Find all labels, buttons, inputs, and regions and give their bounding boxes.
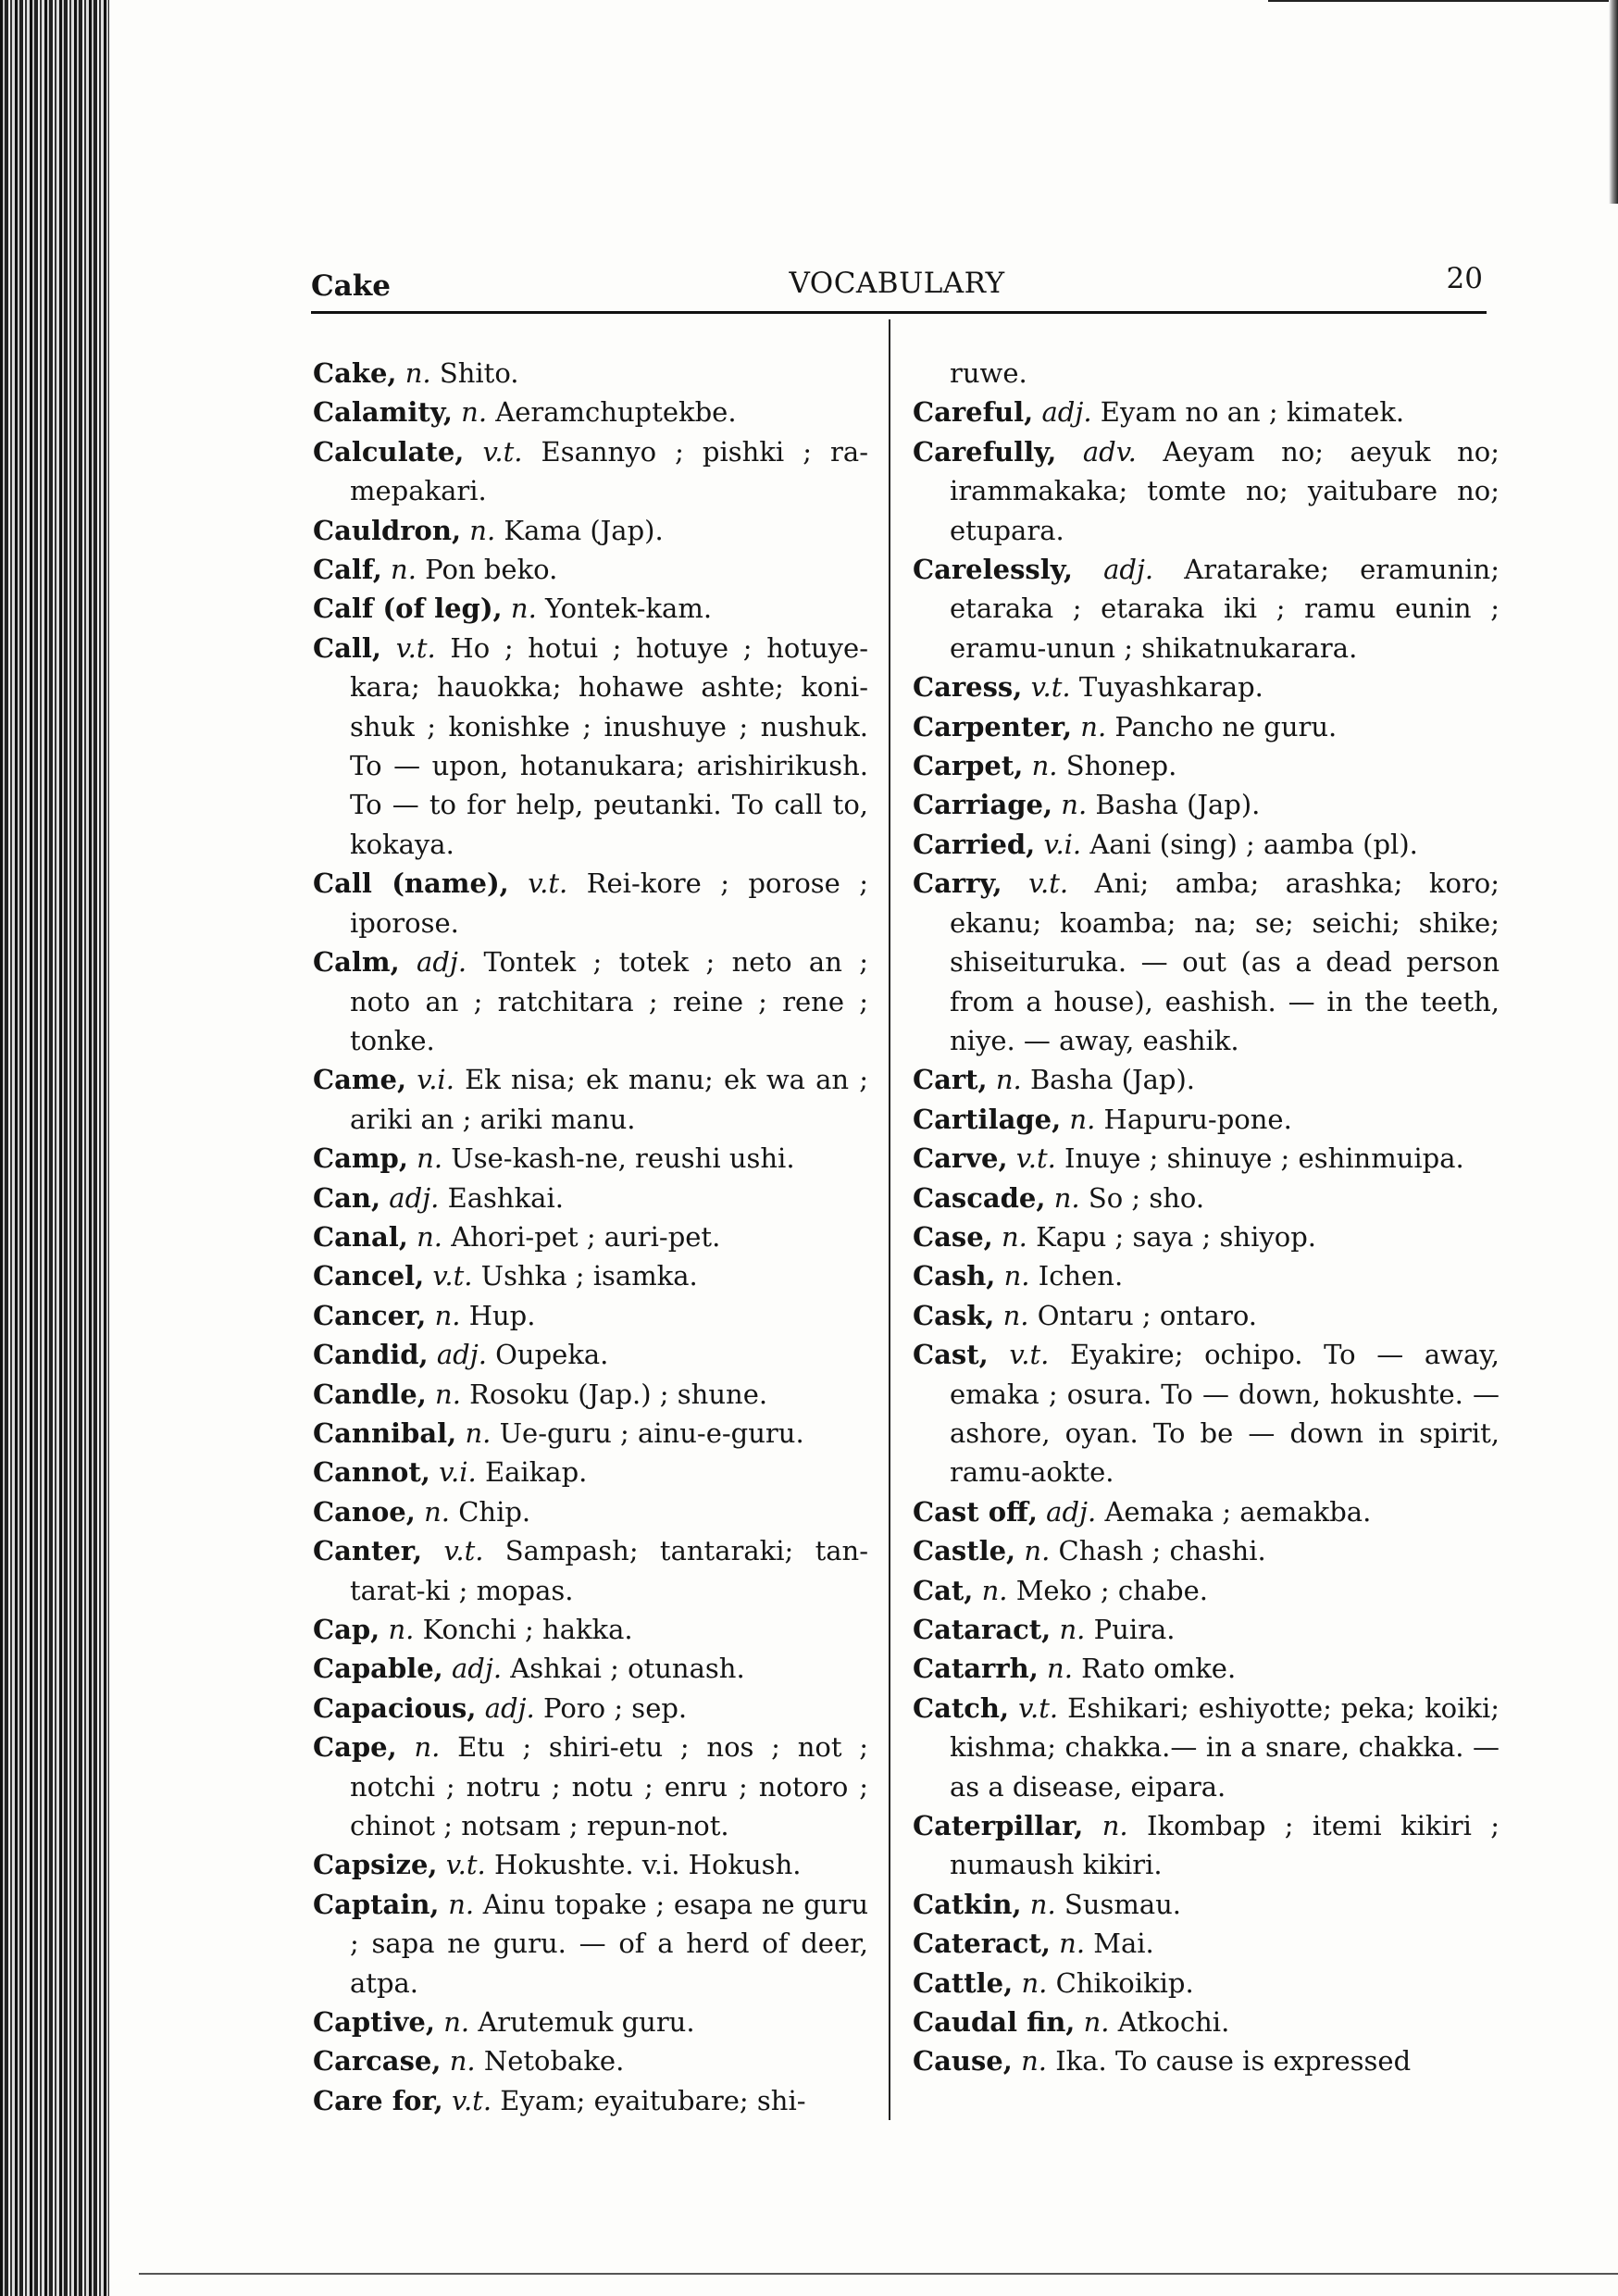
dictionary-entry: [913, 1610, 1500, 1649]
running-title: VOCABULARY: [789, 267, 1005, 300]
dictionary-entry: [913, 1060, 1500, 1099]
entry-part-of-speech: n.: [1029, 1888, 1056, 1920]
entry-headword: Case,: [913, 1220, 993, 1253]
dictionary-entry: [313, 1492, 868, 1531]
entry-headword: Cauldron,: [313, 514, 462, 546]
entry-part-of-speech: n.: [465, 1416, 492, 1449]
entry-part-of-speech: n.: [424, 1495, 450, 1528]
dictionary-entry: [313, 1610, 868, 1649]
entry-headword: Cancel,: [313, 1260, 425, 1292]
entry-headword: Carpet,: [913, 750, 1024, 782]
entry-definition: Pancho ne guru.: [1114, 710, 1338, 742]
entry-headword: Carve,: [913, 1142, 1008, 1175]
entry-definition: Konchi ; hakka.: [422, 1614, 633, 1645]
entry-headword: Cascade,: [913, 1181, 1046, 1214]
dictionary-entry: [313, 2003, 868, 2041]
entry-definition: Sampash; tantaraki; tantarat-ki ; mopas.: [350, 1535, 869, 1606]
dictionary-entry: [313, 354, 868, 393]
dictionary-entry: [313, 393, 868, 431]
entry-definition: Rosoku (Jap.) ; shune.: [469, 1378, 768, 1410]
entry-headword: Calm,: [313, 946, 400, 979]
entry-part-of-speech: adj.: [389, 1181, 440, 1214]
entry-part-of-speech: n.: [417, 1220, 442, 1253]
entry-part-of-speech: n.: [417, 1142, 443, 1175]
entry-part-of-speech: adj.: [1046, 1495, 1097, 1528]
entry-definition: Hokushte. v.i. Hokush.: [494, 1849, 802, 1881]
entry-headword: Care for,: [313, 2084, 443, 2116]
entry-part-of-speech: n.: [1059, 1928, 1086, 1960]
entry-definition: Ika. To cause is expressed: [1055, 2045, 1412, 2078]
entry-definition: Susmau.: [1064, 1888, 1182, 1920]
entry-definition: Aeyam no; aeyuk no; irammakaka; tomte no; yaitubare no; etupara.: [950, 435, 1500, 546]
dictionary-entry: [313, 1531, 868, 1610]
dictionary-entry: [913, 1179, 1500, 1217]
entry-part-of-speech: v.t.: [482, 435, 523, 468]
entry-definition: Poro ; sep.: [542, 1691, 688, 1724]
entry-part-of-speech: v.i.: [417, 1064, 454, 1096]
entry-headword: Cause,: [913, 2045, 1013, 2078]
entry-part-of-speech: n.: [1101, 1810, 1128, 1842]
entry-definition: Shonep.: [1065, 750, 1177, 782]
entry-definition: Etu ; shiri-etu ; nos ; not ; notchi ; notru ; notu ; enru ; notoro ; chinot ; notsam ; repun-not.: [350, 1731, 869, 1842]
entry-headword: Cash,: [913, 1260, 996, 1292]
dictionary-entry: [313, 2041, 868, 2080]
entry-headword: Calf (of leg),: [313, 593, 503, 625]
entry-definition: Use-kash-ne, reushi ushi.: [451, 1142, 795, 1175]
entry-part-of-speech: v.t.: [1018, 1691, 1059, 1724]
entry-part-of-speech: n.: [461, 396, 488, 429]
entry-headword: Cat,: [913, 1574, 974, 1606]
entry-headword: Cast,: [913, 1339, 989, 1371]
entry-definition: Chash ; chashi.: [1058, 1535, 1266, 1567]
dictionary-entry: [913, 1689, 1500, 1806]
dictionary-entry: [913, 1256, 1500, 1295]
entry-definition: Hup.: [468, 1299, 536, 1331]
entry-part-of-speech: v.t.: [1009, 1339, 1050, 1371]
entry-definition: Tuyashkarap.: [1078, 671, 1263, 704]
entry-part-of-speech: n.: [1047, 1653, 1073, 1685]
entry-part-of-speech: n.: [449, 2045, 476, 2078]
entry-part-of-speech: n.: [391, 554, 417, 586]
guide-word: Cake: [311, 269, 391, 303]
entry-definition: Ek nisa; ek manu; ek wa an ; ariki an ; ariki manu.: [350, 1064, 869, 1135]
entry-definition: Atkochi.: [1117, 2006, 1230, 2039]
entry-headword: Careful,: [913, 396, 1034, 429]
entry-headword: Cannibal,: [313, 1416, 457, 1449]
entry-definition: Aeramchuptekbe.: [495, 396, 737, 429]
entry-part-of-speech: v.t.: [528, 867, 568, 900]
entry-definition: Hapuru-pone.: [1103, 1103, 1292, 1135]
entry-definition: Shito.: [439, 357, 519, 389]
entry-part-of-speech: n.: [981, 1574, 1008, 1606]
dictionary-entry: [913, 1806, 1500, 1885]
dictionary-entry: [313, 589, 868, 628]
entry-headword: Cannot,: [313, 1456, 430, 1489]
dictionary-entry: [313, 432, 868, 511]
entry-part-of-speech: n.: [1002, 1299, 1029, 1331]
dictionary-entry: [313, 1649, 868, 1688]
entry-headword: Captive,: [313, 2006, 435, 2039]
entry-part-of-speech: n.: [448, 1888, 475, 1920]
entry-part-of-speech: n.: [1061, 789, 1088, 821]
page-header: [311, 262, 1483, 308]
dictionary-entry: [913, 2041, 1500, 2080]
dictionary-entry: [913, 1531, 1500, 1570]
dictionary-entry: [913, 354, 1500, 393]
entry-part-of-speech: n.: [1021, 1966, 1048, 1999]
page-number: 20: [1446, 262, 1483, 295]
entry-headword: Cart,: [913, 1064, 988, 1096]
entry-definition: Aratarake; eramunin; etaraka ; etaraka iki ; ramu eunin ; eramu-unun ; shikatnukarara.: [950, 554, 1500, 664]
entry-part-of-speech: adv.: [1082, 435, 1137, 468]
entry-headword: Carry,: [913, 867, 1002, 900]
dictionary-entry: [913, 1964, 1500, 2003]
dictionary-entry: [913, 393, 1500, 431]
entry-definition: Rei-kore ; porose ; iporose.: [350, 867, 869, 939]
entry-definition: Chip.: [458, 1495, 531, 1528]
dictionary-entry: [313, 1845, 868, 1884]
scan-right-edge: [1609, 0, 1618, 204]
dictionary-entry: [313, 942, 868, 1060]
dictionary-entry: [313, 1689, 868, 1728]
dictionary-entry: [913, 432, 1500, 550]
entry-definition: Arutemuk guru.: [478, 2006, 695, 2039]
entry-part-of-speech: n.: [1080, 710, 1107, 742]
entry-definition: Basha (Jap).: [1095, 789, 1261, 821]
dictionary-entry: [913, 707, 1500, 746]
dictionary-entry: [913, 1571, 1500, 1610]
entry-headword: Castle,: [913, 1535, 1016, 1567]
dictionary-entry: [313, 511, 868, 550]
right-column: [913, 354, 1500, 2081]
dictionary-entry: [913, 550, 1500, 668]
entry-part-of-speech: v.t.: [1028, 867, 1069, 900]
book-binding-edge: [0, 0, 109, 2296]
entry-headword: Cask,: [913, 1299, 995, 1331]
entry-headword: Came,: [313, 1064, 407, 1096]
entry-headword: Cape,: [313, 1731, 397, 1764]
entry-definition: Yontek-kam.: [545, 593, 713, 625]
entry-part-of-speech: n.: [435, 1378, 461, 1410]
left-column: [313, 354, 868, 2120]
entry-definition: Eaikap.: [484, 1456, 588, 1489]
entry-headword: Caress,: [913, 671, 1023, 704]
entry-part-of-speech: n.: [510, 593, 537, 625]
entry-part-of-speech: n.: [443, 2006, 470, 2039]
entry-part-of-speech: adj.: [484, 1691, 535, 1724]
entry-headword: Catkin,: [913, 1888, 1022, 1920]
entry-definition: Ashkai ; otunash.: [510, 1653, 745, 1685]
entry-part-of-speech: n.: [1053, 1181, 1080, 1214]
entry-definition: Ahori-pet ; auri-pet.: [451, 1220, 721, 1253]
dictionary-entry: [313, 864, 868, 942]
entry-part-of-speech: n.: [1003, 1260, 1030, 1292]
dictionary-entry: [913, 864, 1500, 1060]
entry-headword: Cancer,: [313, 1299, 427, 1331]
entry-definition: Ushka ; isamka.: [480, 1260, 698, 1292]
entry-definition: Mai.: [1093, 1928, 1154, 1960]
entry-headword: Catch,: [913, 1691, 1010, 1724]
entry-definition: Tontek ; totek ; neto an ; noto an ; ratchitara ; reine ; rene ; tonke.: [350, 946, 869, 1056]
entry-part-of-speech: v.t.: [443, 1535, 484, 1567]
entry-definition: Pon beko.: [425, 554, 558, 586]
dictionary-entry: [913, 668, 1500, 706]
column-divider: [889, 319, 890, 2120]
entry-headword: Candid,: [313, 1339, 429, 1371]
entry-definition: Ainu topake ; esapa ne guru ; sapa ne guru. — of a herd of deer, atpa.: [350, 1888, 868, 1999]
entry-part-of-speech: v.t.: [452, 2084, 492, 2116]
entry-part-of-speech: n.: [469, 514, 496, 546]
entry-definition: Kapu ; saya ; shiyop.: [1036, 1220, 1317, 1253]
entry-part-of-speech: v.t.: [432, 1260, 473, 1292]
dictionary-entry: [913, 1649, 1500, 1688]
dictionary-entry: [913, 1139, 1500, 1178]
dictionary-entry: [313, 1296, 868, 1335]
entry-headword: Carelessly,: [913, 554, 1073, 586]
dictionary-entry: [313, 1179, 868, 1217]
entry-part-of-speech: n.: [1021, 2045, 1047, 2078]
dictionary-entry: [913, 825, 1500, 864]
entry-part-of-speech: n.: [1001, 1220, 1027, 1253]
entry-definition: Ontaru ; ontaro.: [1037, 1299, 1257, 1331]
entry-part-of-speech: adj.: [452, 1653, 503, 1685]
dictionary-entry: [913, 1217, 1500, 1256]
entry-part-of-speech: v.t.: [445, 1849, 486, 1881]
entry-definition: Oupeka.: [495, 1339, 609, 1371]
entry-definition: Eashkai.: [447, 1181, 564, 1214]
entry-definition: Ichen.: [1038, 1260, 1124, 1292]
entry-definition: Basha (Jap).: [1030, 1064, 1195, 1096]
entry-headword: Calamity,: [313, 396, 453, 429]
dictionary-entry: [913, 1492, 1500, 1531]
dictionary-entry: [913, 746, 1500, 785]
entry-headword: Cast off,: [913, 1495, 1038, 1528]
entry-part-of-speech: v.i.: [1043, 828, 1082, 860]
entry-headword: Cap,: [313, 1614, 380, 1645]
entry-headword: Cattle,: [913, 1966, 1014, 1999]
entry-definition: So ; sho.: [1088, 1181, 1205, 1214]
dictionary-entry: [313, 1453, 868, 1491]
entry-headword: Carpenter,: [913, 710, 1073, 742]
entry-part-of-speech: adj.: [436, 1339, 487, 1371]
entry-part-of-speech: n.: [434, 1299, 461, 1331]
entry-part-of-speech: n.: [1069, 1103, 1096, 1135]
dictionary-entry: [313, 1256, 868, 1295]
header-rule: [311, 311, 1487, 314]
entry-headword: Carried,: [913, 828, 1036, 860]
entry-headword: Catarrh,: [913, 1653, 1039, 1685]
entry-headword: Candle,: [313, 1378, 427, 1410]
entry-part-of-speech: v.t.: [395, 631, 436, 664]
entry-definition: Netobake.: [483, 2045, 625, 2078]
dictionary-entry: [313, 1335, 868, 1374]
entry-headword: Carcase,: [313, 2045, 442, 2078]
entry-part-of-speech: n.: [1024, 1535, 1051, 1567]
entry-definition: Eyakire; ochipo. To — away, emaka ; osura. To — down, hokushte. — ashore, oyan. To be — down in spirit, ramu-aokte.: [950, 1339, 1500, 1489]
entry-headword: Canter,: [313, 1535, 423, 1567]
entry-definition: Ikombap ; itemi kikiri ; numaush kikiri.: [950, 1810, 1500, 1881]
entry-part-of-speech: n.: [1059, 1614, 1086, 1645]
entry-definition: Puira.: [1093, 1614, 1176, 1645]
scan-bottom-edge: [139, 2273, 1618, 2275]
dictionary-entry: [313, 629, 868, 864]
entry-headword: Carefully,: [913, 435, 1057, 468]
entry-headword: Canoe,: [313, 1495, 416, 1528]
entry-definition: Kama (Jap).: [504, 514, 664, 546]
entry-headword: Cateract,: [913, 1928, 1051, 1960]
dictionary-entry: [913, 1885, 1500, 1924]
entry-part-of-speech: adj.: [1041, 396, 1092, 429]
entry-part-of-speech: n.: [404, 357, 431, 389]
entry-definition: Esannyo ; pishki ; ramepakari.: [350, 435, 868, 507]
entry-part-of-speech: v.i.: [439, 1456, 477, 1489]
dictionary-entry: [913, 785, 1500, 824]
dictionary-entry: [313, 1375, 868, 1414]
entry-headword: Call (name),: [313, 867, 509, 900]
dictionary-entry: [313, 1217, 868, 1256]
entry-part-of-speech: v.t.: [1030, 671, 1071, 704]
entry-headword: Can,: [313, 1181, 381, 1214]
entry-headword: Calf,: [313, 554, 382, 586]
entry-headword: Canal,: [313, 1220, 408, 1253]
entry-definition: Eyam; eyaitubare; shi-: [500, 2084, 806, 2116]
entry-headword: Caudal fin,: [913, 2006, 1076, 2039]
entry-definition: Ho ; hotui ; hotuye ; hotuyekara; hauokka; hohawe ashte; konishuk ; konishke ; inushuye ; nushuk. To — upon, hotanukara; arishirikush. To — to for help, peutanki. To call to, kokaya.: [350, 631, 869, 860]
entry-definition: Aemaka ; aemakba.: [1104, 1495, 1372, 1528]
entry-headword: Cataract,: [913, 1614, 1052, 1645]
entry-headword: Calculate,: [313, 435, 465, 468]
dictionary-entry: [913, 1100, 1500, 1139]
dictionary-entry: [313, 1414, 868, 1453]
entry-definition: Aani (sing) ; aamba (pl).: [1089, 828, 1418, 860]
entry-definition: ruwe.: [950, 357, 1027, 389]
dictionary-entry: [313, 1885, 868, 2003]
entry-headword: Capsize,: [313, 1849, 438, 1881]
entry-part-of-speech: n.: [1083, 2006, 1110, 2039]
dictionary-entry: [913, 1924, 1500, 1963]
entry-definition: Meko ; chabe.: [1015, 1574, 1208, 1606]
dictionary-entry: [913, 2003, 1500, 2041]
entry-definition: Rato omke.: [1081, 1653, 1237, 1685]
entry-headword: Capacious,: [313, 1691, 477, 1724]
entry-definition: Ue-guru ; ainu-e-guru.: [499, 1416, 804, 1449]
entry-headword: Caterpillar,: [913, 1810, 1084, 1842]
dictionary-entry: [313, 550, 868, 589]
entry-part-of-speech: adj.: [1103, 554, 1154, 586]
entry-definition: Ani; amba; arashka; koro; ekanu; koamba; na; se; seichi; shike; shiseituruka. — out (as a dead person from a house), eashish. — in the teeth, niye. — away, eashik.: [950, 867, 1500, 1056]
entry-definition: Eyam no an ; kimatek.: [1100, 396, 1405, 429]
entry-definition: Chikoikip.: [1055, 1966, 1194, 1999]
entry-part-of-speech: n.: [1031, 750, 1058, 782]
entry-headword: Cake,: [313, 357, 397, 389]
entry-part-of-speech: n.: [388, 1614, 415, 1645]
entry-part-of-speech: adj.: [417, 946, 467, 979]
dictionary-entry: [913, 1296, 1500, 1335]
entry-headword: Cartilage,: [913, 1103, 1062, 1135]
entry-headword: Carriage,: [913, 789, 1053, 821]
dictionary-entry: [313, 1728, 868, 1845]
scan-top-edge: [1268, 0, 1618, 2]
entry-headword: Capable,: [313, 1653, 443, 1685]
entry-part-of-speech: v.t.: [1015, 1142, 1056, 1175]
entry-headword: Camp,: [313, 1142, 408, 1175]
entry-part-of-speech: n.: [414, 1731, 441, 1764]
dictionary-entry: [313, 1139, 868, 1178]
entry-headword: Call,: [313, 631, 382, 664]
entry-part-of-speech: n.: [995, 1064, 1022, 1096]
entry-definition: Inuye ; shinuye ; eshinmuipa.: [1064, 1142, 1464, 1175]
entry-headword: Captain,: [313, 1888, 440, 1920]
dictionary-entry: [913, 1335, 1500, 1492]
entry-definition: Eshikari; eshiyotte; peka; koiki; kishma; chakka.— in a snare, chakka. — as a disease, eipara.: [950, 1691, 1500, 1803]
dictionary-entry: [313, 1060, 868, 1139]
dictionary-entry: [313, 2081, 868, 2120]
